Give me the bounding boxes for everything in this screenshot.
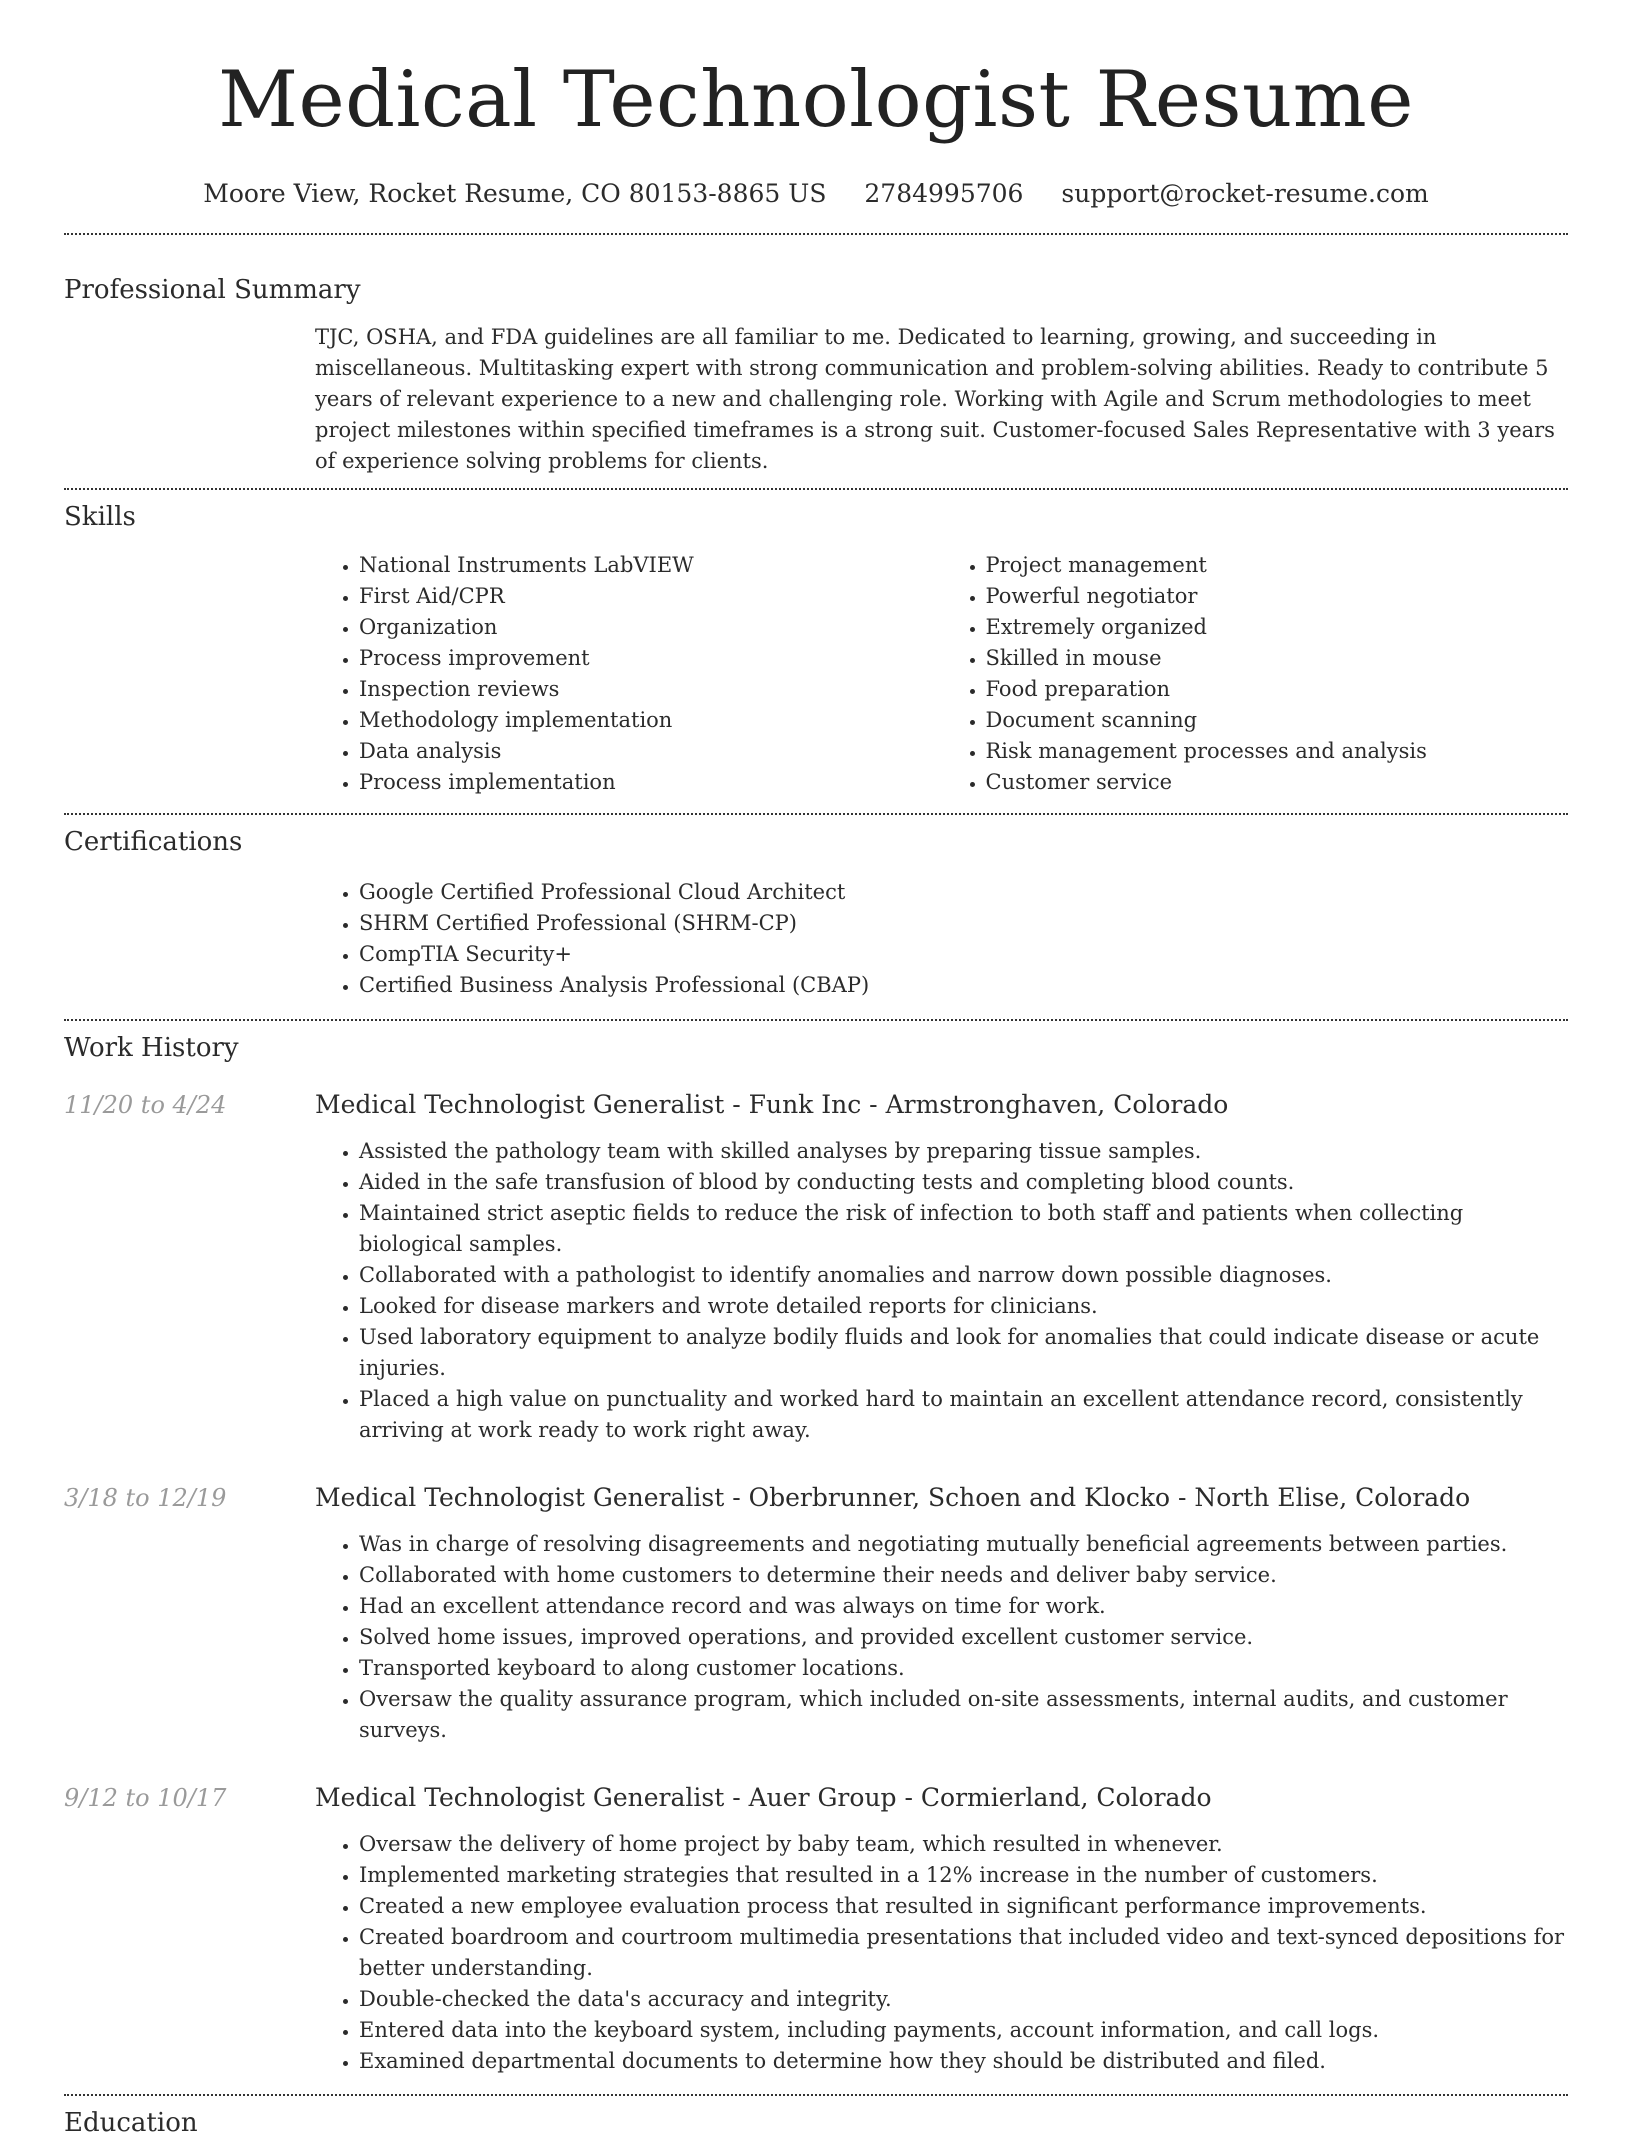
divider [64, 2094, 1568, 2096]
certification-item: • SHRM Certified Professional (SHRM-CP) [359, 908, 1568, 939]
job-duties [315, 1529, 1568, 1746]
skill-item: • Powerful negotiator [986, 581, 1569, 612]
job-duties [315, 1829, 1568, 2077]
job-header [64, 1781, 1568, 1815]
job-duty-item: • Collaborated with home customers to determine their needs and deliver baby service. [359, 1560, 1568, 1591]
job-duties-list [315, 1529, 1568, 1746]
job-duty-item: • Looked for disease markers and wrote detailed reports for clinicians. [359, 1291, 1568, 1322]
certification-item: • Google Certified Professional Cloud Architect [359, 877, 1568, 908]
section-title-skills: Skills [64, 502, 136, 532]
job-duty-item: • Double-checked the data's accuracy and integrity. [359, 1984, 1568, 2015]
skill-item: • Customer service [986, 767, 1569, 798]
job-duty-item: • Oversaw the delivery of home project by baby team, which resulted in whenever. [359, 1829, 1568, 1860]
job-dates: 11/20 to 4/24 [64, 1091, 227, 1119]
skill-item: • Process improvement [359, 643, 942, 674]
skill-item: • Organization [359, 612, 942, 643]
job-duty-item: • Maintained strict aseptic fields to reduce the risk of infection to both staff and patients when collecting biological samples. [359, 1198, 1568, 1260]
job-duties-list [315, 1136, 1568, 1446]
skill-item: • Food preparation [986, 674, 1569, 705]
job-duty-item: • Entered data into the keyboard system, including payments, account information, and call logs. [359, 2015, 1568, 2046]
job-duty-item: • Was in charge of resolving disagreements and negotiating mutually beneficial agreements between parties. [359, 1529, 1568, 1560]
job-duty-item: • Aided in the safe transfusion of blood by conducting tests and completing blood counts. [359, 1167, 1568, 1198]
skill-item: • Document scanning [986, 705, 1569, 736]
skill-item: • First Aid/CPR [359, 581, 942, 612]
skill-item: • Data analysis [359, 736, 942, 767]
job-title: Medical Technologist Generalist - Funk Inc - Armstronghaven, Colorado [315, 1090, 1229, 1119]
skill-item: • Risk management processes and analysis [986, 736, 1569, 767]
job-duty-item: • Collaborated with a pathologist to identify anomalies and narrow down possible diagnoses. [359, 1260, 1568, 1291]
job-title: Medical Technologist Generalist - Auer Group - Cormierland, Colorado [315, 1783, 1212, 1812]
job-dates: 3/18 to 12/19 [64, 1484, 227, 1512]
contact-line [64, 178, 1568, 210]
section-title-summary: Professional Summary [64, 275, 361, 305]
job-duty-item: • Placed a high value on punctuality and worked hard to maintain an excellent attendance record, consistently arriving at work ready to work right away. [359, 1384, 1568, 1446]
certifications-section [64, 825, 1568, 1001]
job-duty-item: • Created boardroom and courtroom multimedia presentations that included video and text-synced depositions for better understanding. [359, 1922, 1568, 1984]
job-duty-item: • Transported keyboard to along customer locations. [359, 1653, 1568, 1684]
contact-address: Moore View, Rocket Resume, CO 80153-8865 US [203, 179, 827, 208]
job-duty-item: • Oversaw the quality assurance program, which included on-site assessments, internal audits, and customer surveys. [359, 1684, 1568, 1746]
contact-phone: 2784995706 [864, 179, 1024, 208]
job-duty-item: • Implemented marketing strategies that resulted in a 12% increase in the number of customers. [359, 1860, 1568, 1891]
contact-email: support@rocket-resume.com [1061, 179, 1429, 208]
section-title-certifications: Certifications [64, 827, 243, 857]
skill-item: • Inspection reviews [359, 674, 942, 705]
education-section [64, 2106, 1568, 2140]
section-title-education: Education [64, 2108, 198, 2138]
section-title-work-history: Work History [64, 1033, 239, 1063]
job-entry [64, 1088, 1568, 1446]
summary-text: TJC, OSHA, and FDA guidelines are all familiar to me. Dedicated to learning, growing, and succeeding in miscellaneous. Multitasking expert with strong communication and problem-solving abilities. Ready to contribute 5 years of relevant experience to a new and challenging role. Working with Agile and Scrum methodologies to meet project milestones within specified timeframes is a strong suit. Customer-focused Sales Representative with 3 years of experience solving problems for clients. [315, 325, 1555, 473]
job-title: Medical Technologist Generalist - Oberbrunner, Schoen and Klocko - North Elise, Colorado [315, 1483, 1471, 1512]
certifications-list [315, 877, 1568, 1001]
skill-item: • National Instruments LabVIEW [359, 550, 942, 581]
job-entry [64, 1781, 1568, 2077]
skill-item: • Process implementation [359, 767, 942, 798]
job-duty-item: • Examined departmental documents to determine how they should be distributed and filed. [359, 2046, 1568, 2077]
work-history-section [64, 1031, 1568, 2077]
skill-item: • Project management [986, 550, 1569, 581]
job-duty-item: • Assisted the pathology team with skilled analyses by preparing tissue samples. [359, 1136, 1568, 1167]
divider [64, 813, 1568, 815]
job-dates: 9/12 to 10/17 [64, 1784, 227, 1812]
job-duties [315, 1136, 1568, 1446]
skills-columns [315, 550, 1568, 798]
job-duty-item: • Solved home issues, improved operations, and provided excellent customer service. [359, 1622, 1568, 1653]
certification-item: • CompTIA Security+ [359, 939, 1568, 970]
job-duty-item: • Had an excellent attendance record and was always on time for work. [359, 1591, 1568, 1622]
job-entry [64, 1481, 1568, 1746]
skills-section [64, 500, 1568, 798]
job-header [64, 1481, 1568, 1515]
job-header [64, 1088, 1568, 1122]
resume-title: Medical Technologist Resume [218, 55, 1414, 145]
divider [64, 233, 1568, 235]
certifications-content [315, 877, 1568, 1001]
skills-list-right [942, 550, 1569, 798]
skill-item: • Methodology implementation [359, 705, 942, 736]
job-duties-list [315, 1829, 1568, 2077]
job-duty-item: • Used laboratory equipment to analyze bodily fluids and look for anomalies that could indicate disease or acute injuries. [359, 1322, 1568, 1384]
skills-list-left [315, 550, 942, 798]
resume-page [64, 0, 1568, 2140]
divider [64, 488, 1568, 490]
skill-item: • Extremely organized [986, 612, 1569, 643]
job-duty-item: • Created a new employee evaluation process that resulted in significant performance improvements. [359, 1891, 1568, 1922]
certification-item: • Certified Business Analysis Professional (CBAP) [359, 970, 1568, 1001]
divider [64, 1019, 1568, 1021]
summary-section [64, 273, 1568, 477]
skill-item: • Skilled in mouse [986, 643, 1569, 674]
